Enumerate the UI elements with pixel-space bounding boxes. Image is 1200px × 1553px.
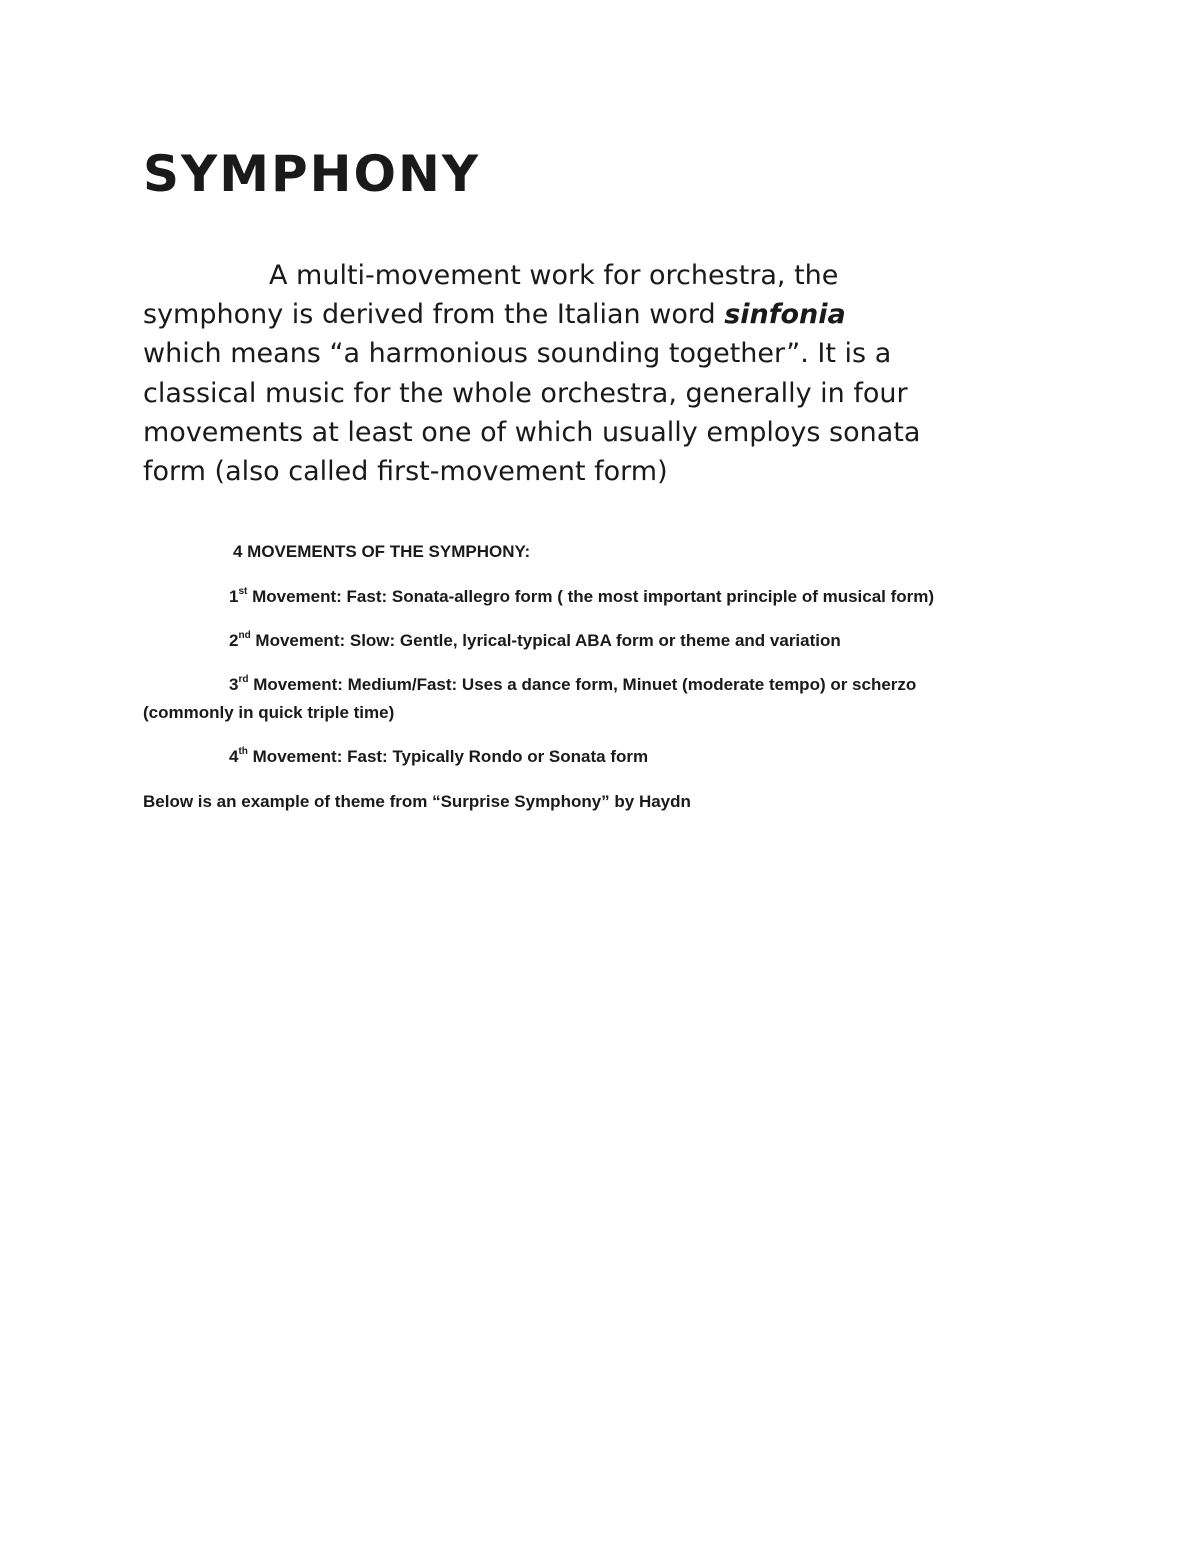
movement-item-1 (229, 583, 934, 611)
ordinal-suffix: st (238, 586, 248, 597)
intro-line-3: which means “a harmonious sounding together”. It is a (143, 338, 892, 370)
page-title: SYMPHONY (143, 145, 481, 203)
movement-number: 3 (229, 675, 239, 694)
intro-line-5: movements at least one of which usually employs sonata (143, 416, 921, 448)
movement-item-2 (229, 627, 841, 655)
movement-item-3 (229, 671, 916, 699)
sinfonia-term: sinfonia (724, 299, 846, 331)
intro-line-4: classical music for the whole orchestra, generally in four (143, 377, 908, 409)
movements-heading: 4 MOVEMENTS OF THE SYMPHONY: (233, 542, 531, 561)
intro-line-2 (143, 295, 1063, 334)
ordinal-suffix: rd (238, 674, 249, 685)
example-note: Below is an example of theme from “Surprise Symphony” by Haydn (143, 792, 691, 811)
movement-number: 4 (229, 747, 239, 766)
movement-description: Movement: Fast: Sonata-allegro form ( the most important principle of musical form) (247, 587, 935, 606)
intro-paragraph (143, 256, 1063, 491)
intro-line-6: form (also called first-movement form) (143, 456, 668, 488)
movement-item-4 (229, 743, 648, 771)
movement-description: Movement: Fast: Typically Rondo or Sonata form (247, 747, 649, 766)
movement-number: 2 (229, 631, 239, 650)
intro-text-2: symphony is derived from the Italian word (143, 299, 725, 331)
movement-description: Movement: Medium/Fast: Uses a dance form, Minuet (moderate tempo) or scherzo (248, 675, 917, 694)
ordinal-suffix: th (238, 746, 248, 757)
intro-text-1: A multi-movement work for orchestra, the (269, 260, 839, 291)
intro-line-1 (143, 256, 1063, 295)
movement-item-3-continuation: (commonly in quick triple time) (143, 703, 395, 722)
ordinal-suffix: nd (238, 630, 251, 641)
movement-description: Movement: Slow: Gentle, lyrical-typical ABA form or theme and variation (250, 631, 841, 650)
movement-number: 1 (229, 587, 239, 606)
